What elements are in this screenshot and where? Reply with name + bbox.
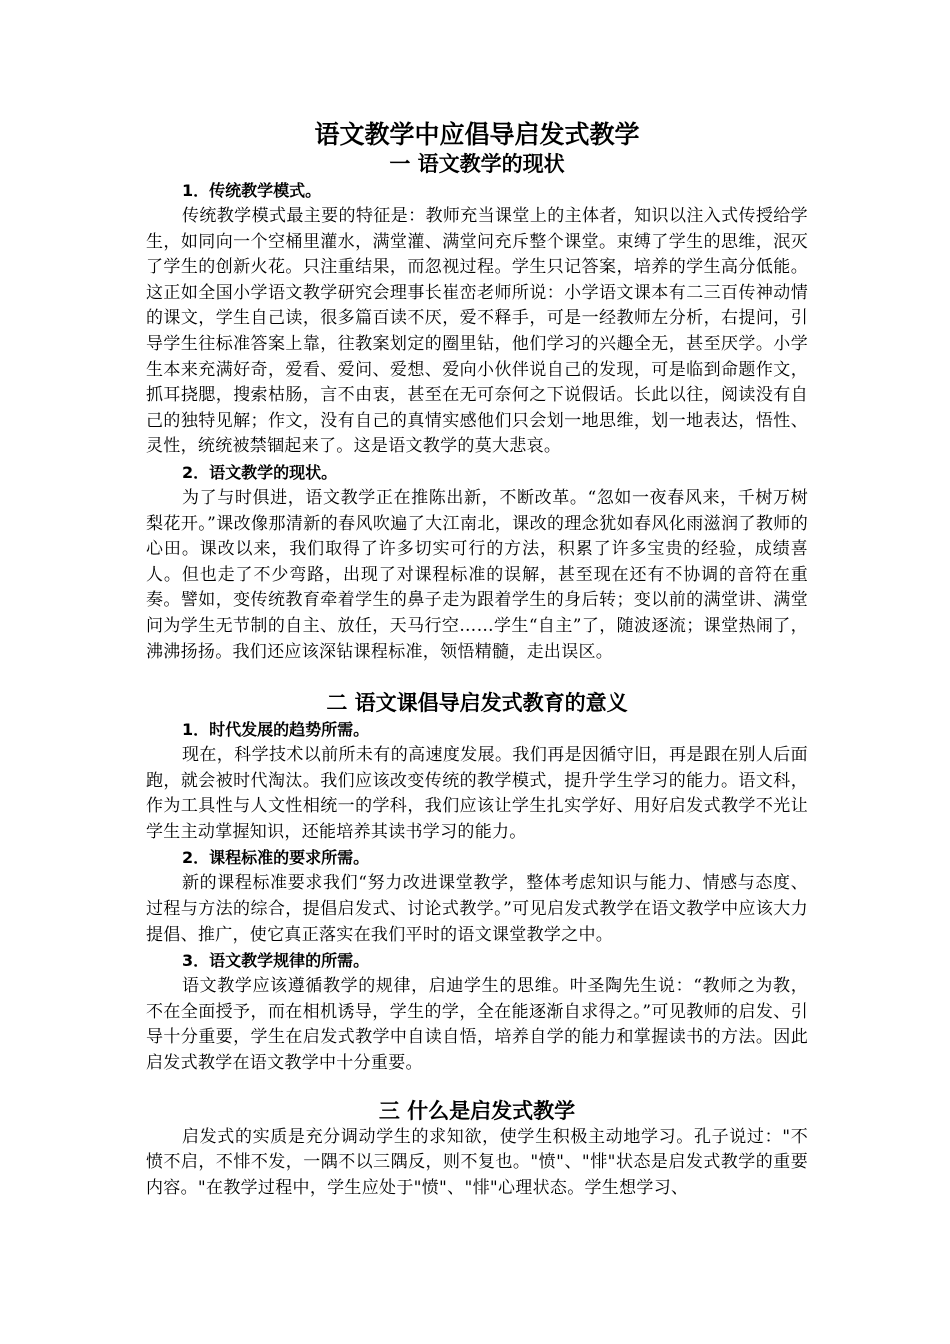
subheading-2-2: 2．课程标准的要求所需。 <box>182 848 370 868</box>
paragraph-1-1: 传统教学模式最主要的特征是：教师充当课堂上的主体者，知识以注入式传授给学生，如同向一个空桶里灌水，满堂灌、满堂问充斥整个课堂。束缚了学生的思维，泯灭了学生的创新火花。只注重结果，而忽视过程。学生只记答案，培养的学生高分低能。这正如全国小学语文教学研究会理事长崔峦老师所说：小学语文课本有二三百传神动情的课文，学生自己读，很多篇百读不厌，爱不释手，可是一经教师左分析，右提问，引导学生往标准答案上靠，往教案划定的圈里钻，他们学习的兴趣全无，甚至厌学。小学生本来充满好奇，爱看、爱问、爱想、爱向小伙伴说自己的发现，可是临到命题作文，抓耳挠腮，搜索枯肠，言不由衷，甚至在无可奈何之下说假话。长此以往，阅读没有自己的独特见解；作文，没有自己的真情实感他们只会划一地思维，划一地表达，悟性、灵性，统统被禁锢起来了。这是语文教学的莫大悲哀。 <box>146 206 808 457</box>
subheading-1-1: 1．传统教学模式。 <box>182 181 322 200</box>
paragraph-2-2: 新的课程标准要求我们“努力改进课堂教学，整体考虑知识与能力、情感与态度、过程与方法的综合，提倡启发式、讨论式教学。”可见启发式教学在语文教学中应该大力提倡、推广，使它真正落实在我们平时的语文课堂教学之中。 <box>146 873 808 945</box>
section-spacer <box>146 665 808 689</box>
section-heading-1: 一 语文教学的现状 <box>389 152 565 176</box>
document-title: 语文教学中应倡导启发式教学 <box>314 120 640 149</box>
document-body <box>146 120 808 1201</box>
section-heading-2: 二 语文课倡导启发式教育的意义 <box>326 691 628 716</box>
paragraph-2-1: 现在，科学技术以前所未有的高速度发展。我们再是因循守旧，再是跟在别人后面跑，就会被时代淘汰。我们应该改变传统的教学模式，提升学生学习的能力。语文科，作为工具性与人文性相统一的学科，我们应该让学生扎实学好、用好启发式教学不光让学生主动掌握知识，还能培养其读书学习的能力。 <box>146 745 808 842</box>
subheading-1-2: 2．语文教学的现状。 <box>182 462 338 482</box>
section-spacer <box>146 1077 808 1097</box>
subheading-2-1: 1．时代发展的趋势所需。 <box>182 720 370 740</box>
paragraph-2-3: 语文教学应该遵循教学的规律，启迪学生的思维。叶圣陶先生说：“教师之为教，不在全面授予，而在相机诱导，学生的学，全在能逐渐自求得之。”可见教师的启发、引导十分重要，学生在启发式教学中自读自悟，培养自学的能力和掌握读书的方法。因此启发式教学在语文教学中十分重要。 <box>146 976 808 1074</box>
subheading-2-3: 3．语文教学规律的所需。 <box>182 951 370 971</box>
paragraph-3-1: 启发式的实质是充分调动学生的求知欲，使学生积极主动地学习。孔子说过："不愤不启，不悱不发，一隅不以三隅反，则不复也。"愤"、"悱"状态是启发式教学的重要内容。"在教学过程中，学生应处于"愤"、"悱"心理状态。学生想学习、 <box>146 1126 808 1198</box>
section-heading-3: 三 什么是启发式教学 <box>378 1098 576 1123</box>
paragraph-1-2: 为了与时俱进，语文教学正在推陈出新，不断改革。“忽如一夜春风来，千树万树梨花开。”课改像那清新的春风吹遍了大江南北，课改的理念犹如春风化雨滋润了教师的心田。课改以来，我们取得了许多切实可行的方法，积累了许多宝贵的经验，成绩喜人。但也走了不少弯路，出现了对课程标准的误解，甚至现在还有不协调的音符在重奏。譬如，变传统教育牵着学生的鼻子走为跟着学生的身后转；变以前的满堂讲、满堂问为学生无节制的自主、放任，天马行空……学生“自主”了，随波逐流；课堂热闹了，沸沸扬扬。我们还应该深钻课程标准，领悟精髓，走出误区。 <box>146 487 808 662</box>
